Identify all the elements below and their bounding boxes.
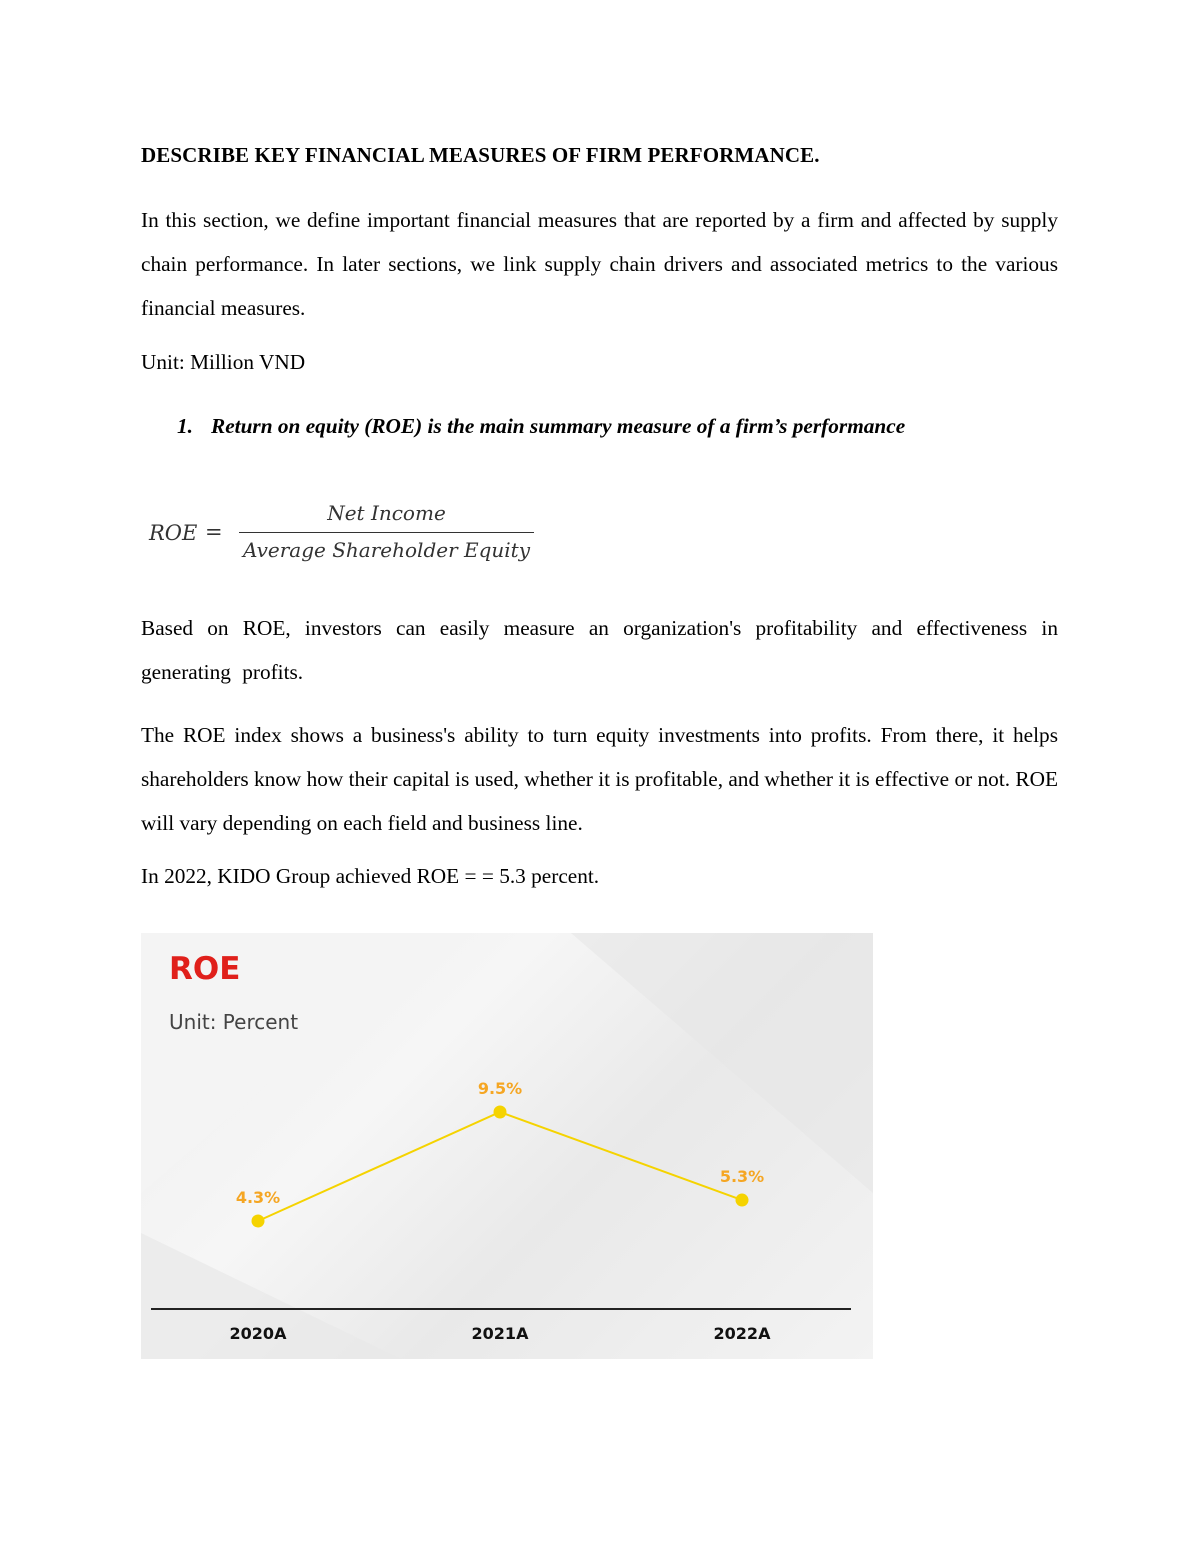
roe-basis-paragraph: Based on ROE, investors can easily measure an organization's profitability and effectiveness in generating profits. — [141, 616, 1058, 684]
formula-numerator: Net Income — [327, 501, 446, 525]
list-item-text: Return on equity (ROE) is the main summary measure of a firm’s performance — [211, 414, 906, 438]
chart-title: ROE — [169, 951, 241, 987]
unit-line: Unit: Million VND — [141, 350, 306, 374]
roe-series-line — [258, 1112, 742, 1221]
x-tick-label-2022A: 2022A — [713, 1324, 771, 1343]
data-label-2020A: 4.3% — [235, 1188, 281, 1207]
data-label-2022A: 5.3% — [719, 1167, 765, 1187]
x-tick-label-2020A: 2020A — [229, 1324, 287, 1343]
chart-subtitle: Unit: Percent — [169, 1010, 299, 1034]
data-point-2020A — [252, 1215, 265, 1228]
roe-formula — [149, 498, 569, 578]
section-heading: DESCRIBE KEY FINANCIAL MEASURES OF FIRM PERFORMANCE. — [141, 143, 820, 167]
fraction-bar — [239, 532, 534, 533]
data-point-2021A — [494, 1106, 507, 1119]
roe-index-paragraph: The ROE index shows a business's ability to turn equity investments into profits. From there, it helps shareholders know how their capital is used, whether it is profitable, and whether it is effective or not. ROE will vary depending on each field and business line. — [141, 723, 1058, 835]
data-label-2021A: 9.5% — [477, 1079, 523, 1098]
roe-chart-svg — [141, 933, 873, 1359]
formula-denominator: Average Shareholder Equity — [242, 538, 531, 562]
intro-paragraph: In this section, we define important financial measures that are reported by a firm and affected by supply chain performance. In later sections, we link supply chain drivers and associated metrics to the various financial measures. — [141, 208, 1058, 320]
formula-equals: = — [205, 520, 223, 544]
formula-lhs: ROE — [149, 521, 198, 545]
numbered-list-item — [177, 414, 905, 439]
roe-2022-line: In 2022, KIDO Group achieved ROE = = 5.3 percent. — [141, 864, 600, 888]
roe-chart — [141, 933, 873, 1359]
list-number: 1. — [177, 414, 193, 438]
data-point-2022A — [736, 1194, 749, 1207]
x-tick-label-2021A: 2021A — [471, 1324, 529, 1343]
